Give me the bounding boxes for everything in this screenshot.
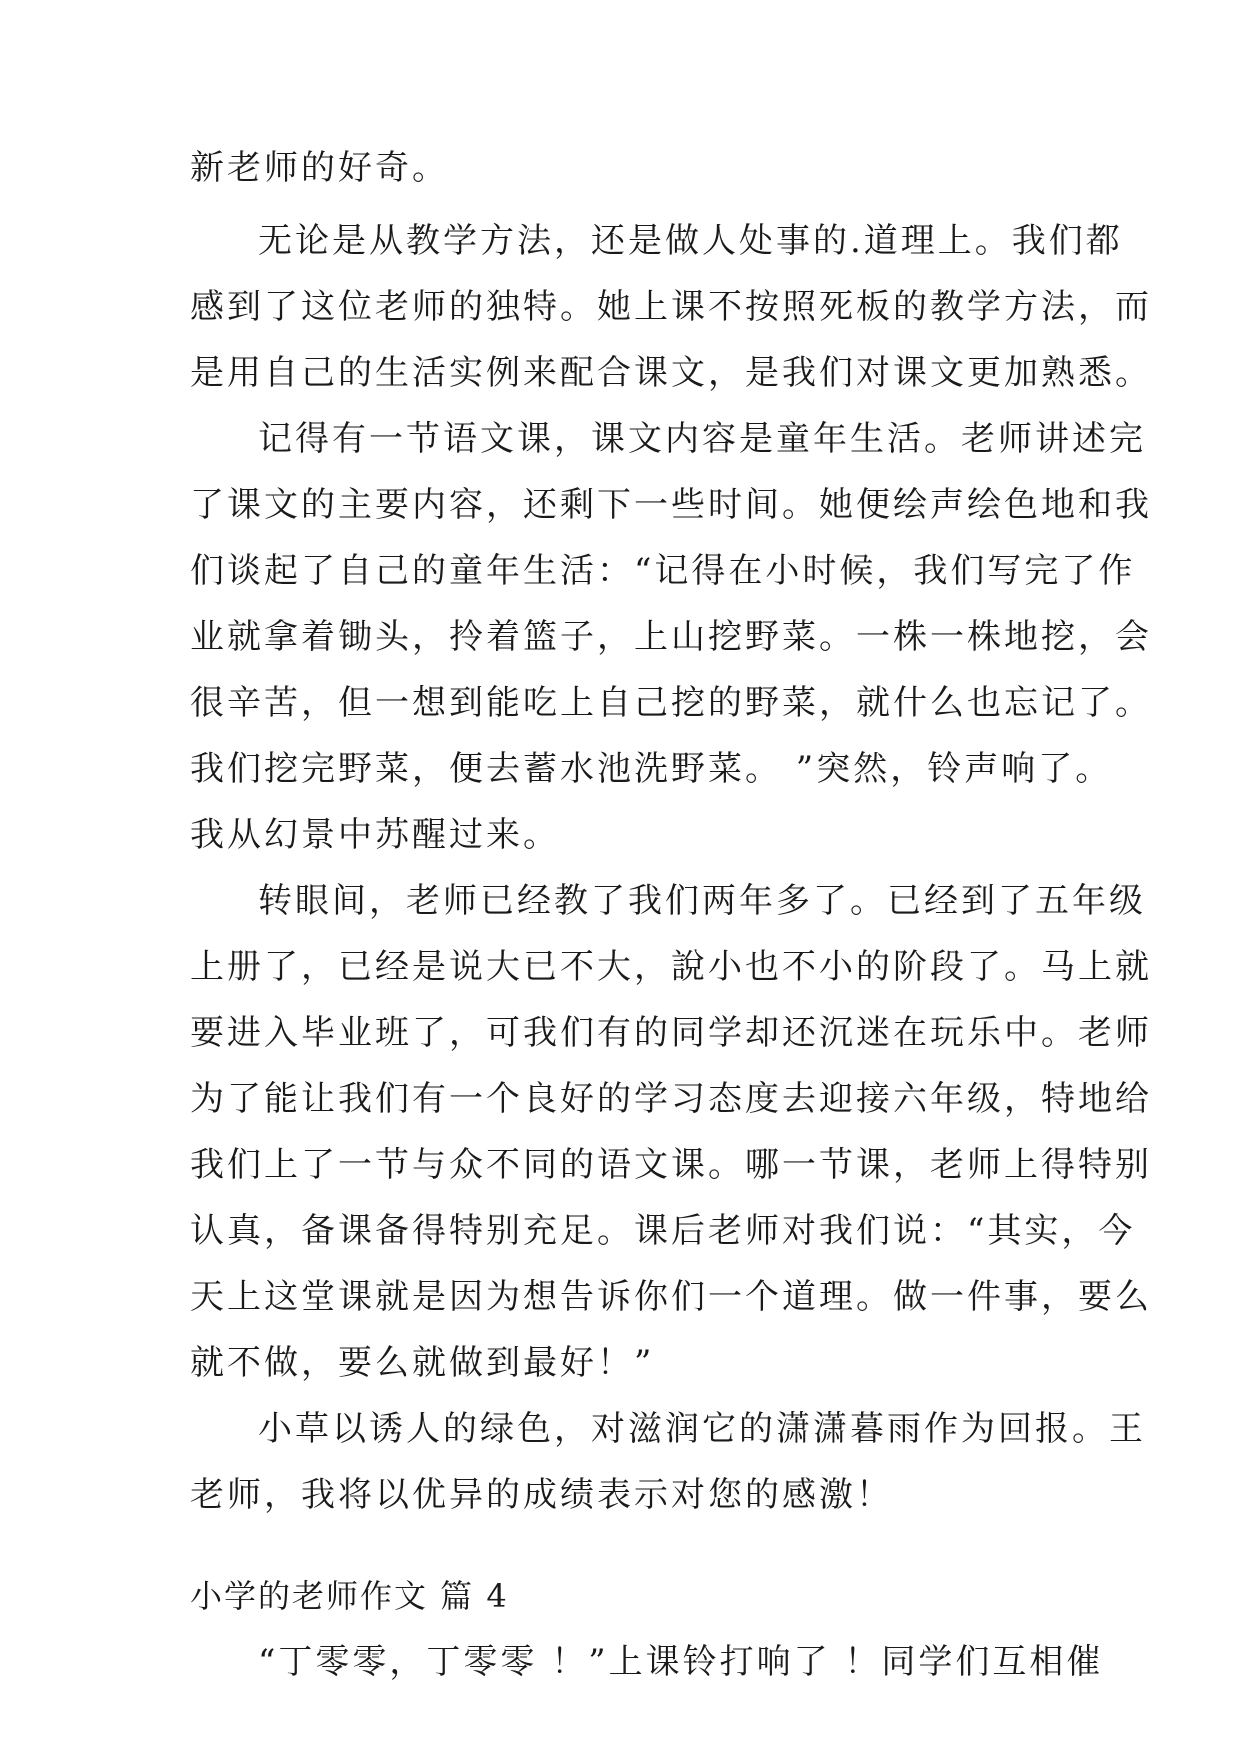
text-line: 很辛苦，但一想到能吃上自己挖的野菜，就什么也忘记了。: [190, 683, 1152, 723]
text-line: 我们挖完野菜，便去蓄水池洗野菜。 ”突然，铃声响了。: [190, 749, 1113, 789]
text-line: 认真，备课备得特别充足。课后老师对我们说：“其实，今: [190, 1211, 1136, 1251]
text-line: 老师，我将以优异的成绩表示对您的感激！: [190, 1475, 893, 1515]
text-line: 为了能让我们有一个良好的学习态度去迎接六年级，特地给: [190, 1079, 1152, 1119]
text-line: 业就拿着锄头，拎着篮子，上山挖野菜。一株一株地挖，会: [190, 617, 1152, 657]
text-line: 们谈起了自己的童年生活：“记得在小时候，我们写完了作: [190, 551, 1136, 591]
paragraph-start-line: “丁零零，丁零零 ！”上课铃打响了 ！同学们互相催: [258, 1642, 1104, 1682]
text-line: 就不做，要么就做到最好！”: [190, 1343, 655, 1383]
text-line: 了课文的主要内容，还剩下一些时间。她便绘声绘色地和我: [190, 485, 1152, 525]
paragraph-start-line: 小草以诱人的绿色，对滋润它的潇潇暮雨作为回报。王: [258, 1409, 1146, 1449]
paragraph-start-line: 转眼间，老师已经教了我们两年多了。已经到了五年级: [258, 881, 1146, 921]
text-line: 是用自己的生活实例来配合课文，是我们对课文更加熟悉。: [190, 353, 1152, 393]
section-heading: 小学的老师作文 篇 4: [190, 1577, 509, 1615]
paragraph-start-line: 记得有一节语文课，课文内容是童年生活。老师讲述完: [258, 419, 1146, 459]
text-line: 天上这堂课就是因为想告诉你们一个道理。做一件事，要么: [190, 1277, 1152, 1317]
text-line: 上册了，已经是说大已不大，說小也不小的阶段了。马上就: [190, 947, 1152, 987]
paragraph-start-line: 无论是从教学方法，还是做人处事的.道理上。我们都: [258, 221, 1123, 261]
text-line: 新老师的好奇。: [190, 148, 449, 188]
text-line: 我们上了一节与众不同的语文课。哪一节课，老师上得特别: [190, 1145, 1152, 1185]
text-line: 要进入毕业班了，可我们有的同学却还沉迷在玩乐中。老师: [190, 1013, 1152, 1053]
text-line: 我从幻景中苏醒过来。: [190, 815, 560, 855]
text-line: 感到了这位老师的独特。她上课不按照死板的教学方法，而: [190, 287, 1152, 327]
